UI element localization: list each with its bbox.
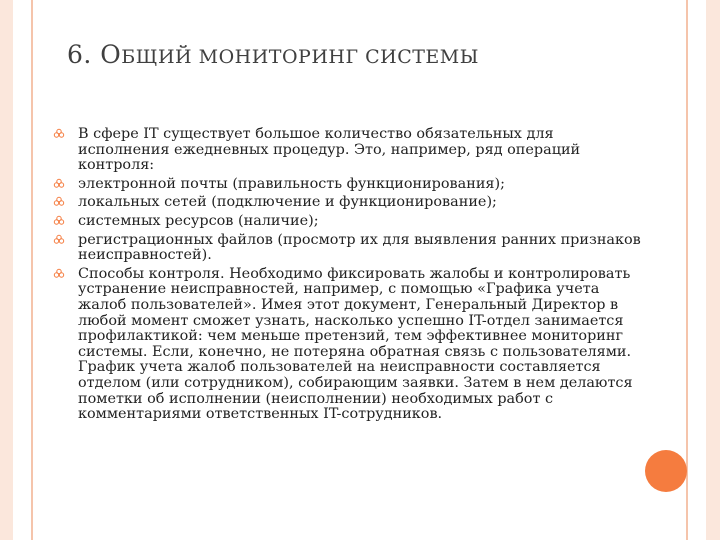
flower-icon [53,196,65,208]
title-rest: БЩИЙ МОНИТОРИНГ СИСТЕМЫ [121,46,479,68]
decorative-circle [645,450,687,492]
bullet-text: В сфере IT существует большое количество обязательных для исполнения ежедневных процедур. Это, например, ряд операций контроля: [78,126,581,174]
flower-icon [53,178,65,190]
bullet-text: электронной почты (правильность функционирования); [78,175,505,192]
flower-icon [53,215,65,227]
bullet-item [53,177,643,193]
bullet-text: Способы контроля. Необходимо фиксировать жалобы и контролировать устранение неисправностей, например, с помощью «Графика учета жалоб пользователей». Имея этот документ, Генеральный Директор в любой момент сможет узнать, насколько успешно IT-отдел занимается профилактикой: чем меньше претензий, тем эффективнее мониторинг системы. Если, конечно, не потеряна обратная связь с пользователями. График учета жалоб пользователей на неисправности составляется отделом (или сотрудником), собирающим заявки. Затем в нем делаются пометки об исполнении (неисполнении) необходимых работ с комментариями ответственных IT-сотрудников. [78,265,633,423]
bullet-text: локальных сетей (подключение и функционирование); [78,194,497,211]
title-first-letter: 6. О [67,40,122,69]
bullet-item [53,214,643,230]
right-frame-line [686,0,688,540]
slide-title [67,40,479,69]
flower-icon [53,234,65,246]
bullet-text: регистрационных файлов (просмотр их для выявления ранних признаков неисправностей). [78,231,641,264]
flower-icon [53,268,65,280]
slide [13,0,706,540]
left-frame-line [31,0,33,540]
bullet-item [53,267,643,423]
bullet-text: системных ресурсов (наличие); [78,212,319,229]
bullet-item [53,127,643,174]
bullet-list [53,127,643,426]
bullet-item [53,195,643,211]
flower-icon [53,128,65,140]
bullet-item [53,233,643,264]
